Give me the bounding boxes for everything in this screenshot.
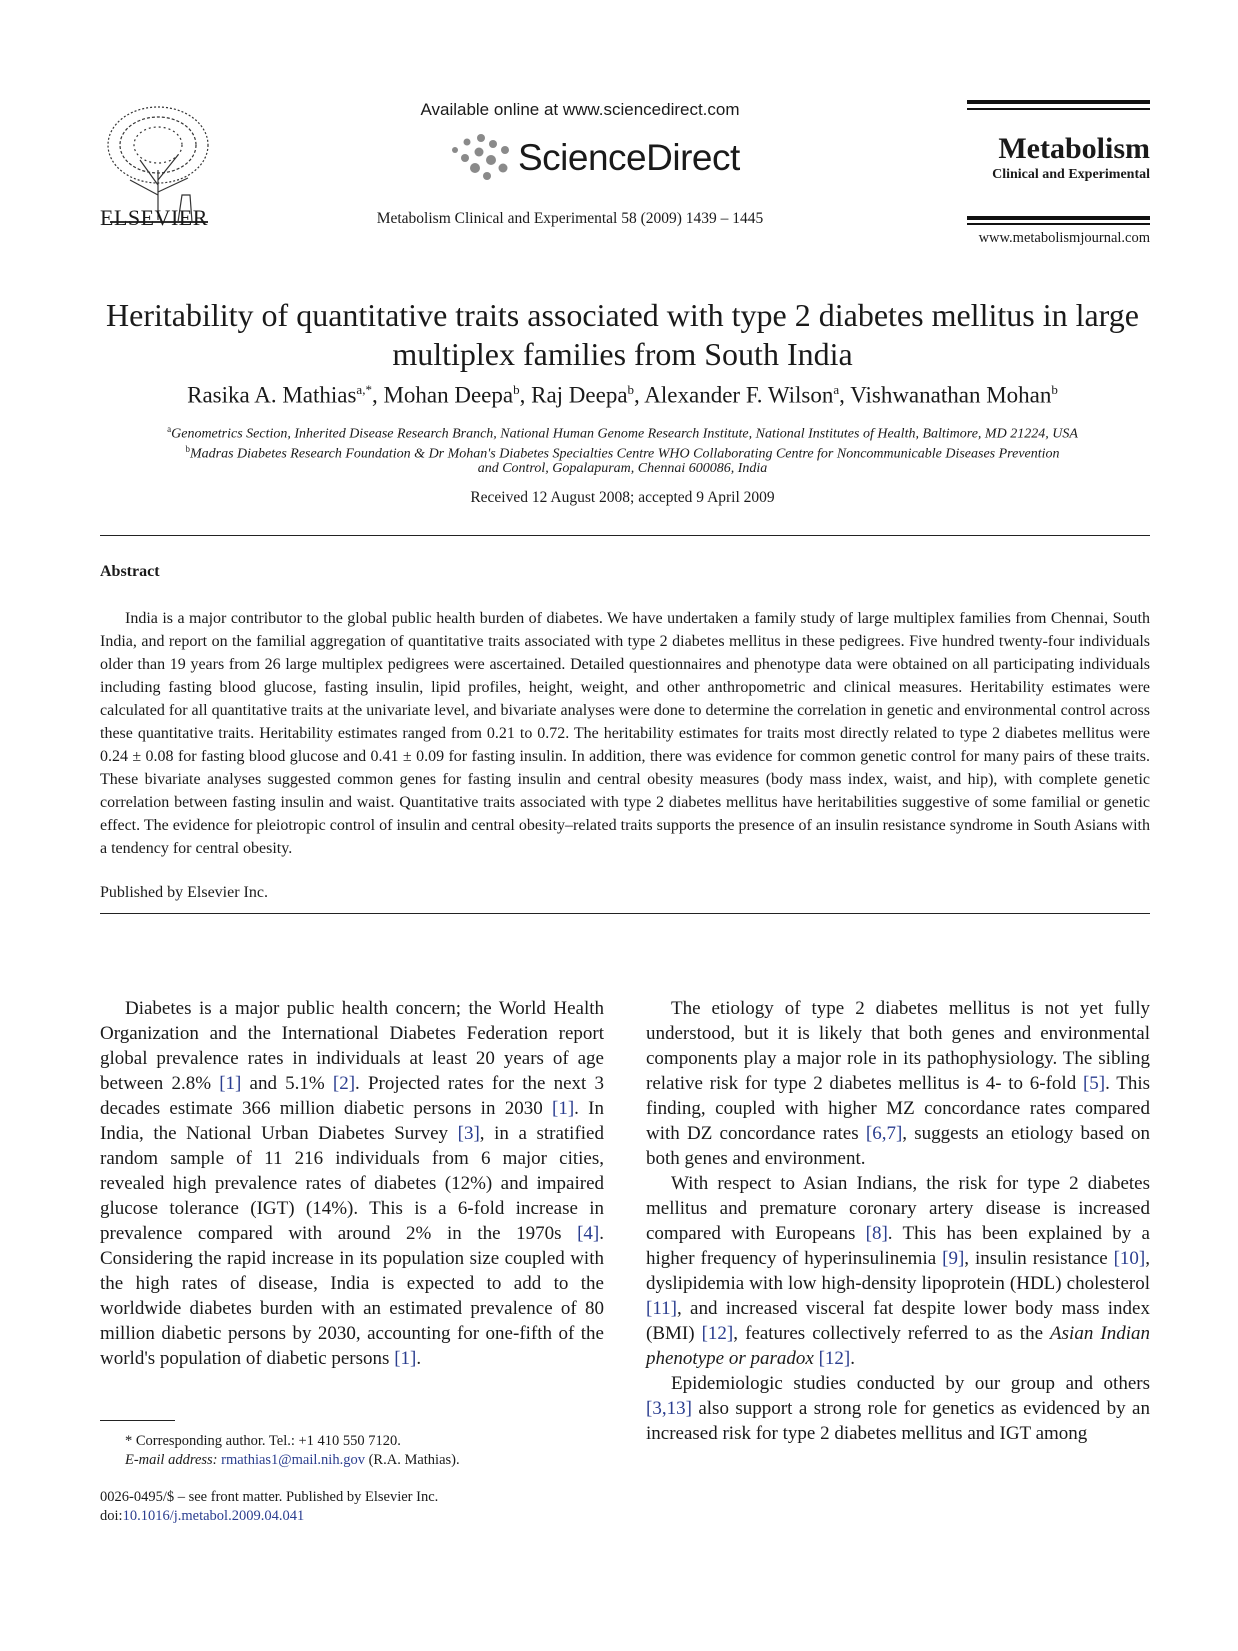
author-affil-mark: a,* xyxy=(356,382,372,397)
sciencedirect-wordmark: ScienceDirect xyxy=(518,137,740,178)
published-by: Published by Elsevier Inc. xyxy=(100,884,268,901)
email-link[interactable]: rmathias1@mail.nih.gov xyxy=(221,1452,365,1468)
author-affil-mark: a xyxy=(833,382,840,397)
citation-link[interactable]: [10] xyxy=(1113,1248,1146,1269)
citation-link[interactable]: [3,13] xyxy=(646,1398,692,1419)
body-paragraph: The etiology of type 2 diabetes mellitus is not yet fully understood, but it is likely that both genes and environmental components play a major role in its pathophysiology. The sibling relative risk for type 2 diabetes mellitus is 4- to 6-fold [5]. This finding, coupled with higher MZ concordance rates compared with DZ concordance rates [6,7], suggests an etiology based on both genes and environment. xyxy=(646,998,1151,1169)
author-name[interactable]: Alexander F. Wilson xyxy=(644,382,834,408)
corresponding-author-note: * Corresponding author. Tel.: +1 410 550 7120. xyxy=(125,1433,401,1449)
author-affil-mark: b xyxy=(1051,382,1058,397)
body-column-right xyxy=(646,996,1150,1446)
footnote-rule xyxy=(100,1420,175,1421)
citation-link[interactable]: [1] xyxy=(394,1348,417,1369)
header-rule xyxy=(967,100,1150,104)
citation-link[interactable]: [12] xyxy=(701,1323,734,1344)
doi-note: doi:10.1016/j.metabol.2009.04.041 xyxy=(100,1508,305,1524)
header-rule xyxy=(967,216,1150,220)
abstract-heading: Abstract xyxy=(100,563,160,580)
author-name[interactable]: Vishwanathan Mohan xyxy=(850,382,1052,408)
author-name[interactable]: Mohan Deepa xyxy=(383,382,514,408)
citation-link[interactable]: [4] xyxy=(577,1223,600,1244)
body-column-left xyxy=(100,996,604,1371)
author-affil-mark: b xyxy=(513,382,520,397)
abstract-body: India is a major contributor to the global public health burden of diabetes. We have undertaken a family study of large multiplex families from Chennai, South India, and report on the familial aggregation of quantitative traits associated with type 2 diabetes mellitus in these pedigrees. Five hundred twenty-four individuals older than 19 years from 26 large multiplex pedigrees were ascertained. Detailed questionnaires and phenotype data were obtained on all participating individuals including fasting blood glucose, fasting insulin, lipid profiles, height, weight, and other anthropometric and clinical measures. Heritability estimates were calculated for all quantitative traits at the univariate level, and bivariate analyses were done to determine the correlation in genetic and environmental control across these quantitative traits. Heritability estimates ranged from 0.21 to 0.72. The heritability estimates for traits most directly related to type 2 diabetes mellitus were 0.24 ± 0.08 for fasting blood glucose and 0.41 ± 0.09 for fasting insulin. In addition, there was evidence for common genetic control for many pairs of these traits. These bivariate analyses suggested common genes for fasting insulin and central obesity measures (body mass index, waist, and hip), with complete genetic correlation between fasting insulin and waist. Quantitative traits associated with type 2 diabetes mellitus have heritabilities suggestive of some familial or genetic effect. The evidence for pleiotropic control of insulin and central obesity–related traits supports the presence of an insulin resistance syndrome in South Asians with a tendency for central obesity. xyxy=(100,610,1150,857)
journal-url[interactable]: www.metabolismjournal.com xyxy=(978,230,1150,246)
author-affil-mark: b xyxy=(627,382,635,397)
header-rule xyxy=(967,108,1150,110)
available-online-text: Available online at www.sciencedirect.com xyxy=(420,100,740,119)
body-paragraph: With respect to Asian Indians, the risk for type 2 diabetes mellitus and premature coronary artery disease is increased compared with Europeans [8]. This has been explained by a higher frequency of hyperinsulinemia [9], insulin resistance [10], dyslipidemia with low high-density lipoprotein (HDL) cholesterol [11], and increased visceral fat despite lower body mass index (BMI) [12], features collectively referred to as the Asian Indian phenotype or paradox [12]. xyxy=(646,1173,1151,1369)
citation-link[interactable]: [1] xyxy=(219,1073,242,1094)
author-list: Rasika A. Mathias$^{a,*}$, Mohan Deepa$^b$, Raj Deepa$^b$, Alexander F. Wilson$^a$, Vishwanathan Mohan$^b$ xyxy=(187,382,1058,408)
citation-link[interactable]: [2] xyxy=(332,1073,356,1094)
issn-note: 0026-0495/$ – see front matter. Published by Elsevier Inc. xyxy=(100,1489,439,1505)
citation-link[interactable]: [1] xyxy=(552,1098,575,1119)
body-paragraph: Diabetes is a major public health concern; the World Health Organization and the International Diabetes Federation report global prevalence rates in individuals at least 20 years of age between 2.8% [1] and 5.1% [2]. Projected rates for the next 3 decades estimate 366 million diabetic persons in 2030 [1]. In India, the National Urban Diabetes Survey [3], in a stratified random sample of 11 216 individuals from 6 major cities, revealed high prevalence rates of diabetes (12%) and impaired glucose tolerance (IGT) (14%). This is a 6-fold increase in prevalence compared with around 2% in the 1970s [4]. Considering the rapid increase in its population size coupled with the high rates of disease, India is expected to add to the worldwide diabetes burden with an estimated prevalence of 80 million diabetic persons by 2030, accounting for one-fifth of the world's population of diabetic persons [1]. xyxy=(100,998,605,1369)
citation-link[interactable]: [3] xyxy=(457,1123,480,1144)
section-divider xyxy=(100,535,1150,536)
citation-link[interactable]: [6,7] xyxy=(865,1123,903,1144)
citation-link[interactable]: [11] xyxy=(646,1298,677,1319)
body-paragraph: Epidemiologic studies conducted by our group and others [3,13] also support a strong role for genetics as evidenced by an increased risk for type 2 diabetes mellitus and IGT among xyxy=(646,1373,1150,1444)
journal-citation: Metabolism Clinical and Experimental 58 (2009) 1439 – 1445 xyxy=(376,210,764,227)
affiliation: $^a$Genometrics Section, Inherited Disease Research Branch, National Human Genome Research Institute, National Institutes of Health, Baltimore, MD 21224, USA xyxy=(167,424,1078,442)
affiliation: $^b$Madras Diabetes Research Foundation & Dr Mohan's Diabetes Specialties Centre WHO Collaborating Centre for Noncommunicable Diseases Prevention xyxy=(185,444,1060,462)
section-divider xyxy=(100,913,1150,914)
affiliation: and Control, Gopalapuram, Chennai 600086, India xyxy=(477,461,768,476)
citation-link[interactable]: [8] xyxy=(865,1223,888,1244)
article-title: Heritability of quantitative traits associated with type 2 diabetes mellitus in large multiplex families from South India xyxy=(106,297,1139,372)
author-name[interactable]: Rasika A. Mathias xyxy=(187,382,357,408)
journal-name: Metabolism xyxy=(998,132,1150,165)
received-dates: Received 12 August 2008; accepted 9 April 2009 xyxy=(470,489,775,506)
journal-subtitle: Clinical and Experimental xyxy=(992,167,1150,182)
citation-link[interactable]: [12] xyxy=(818,1348,851,1369)
email-note: E-mail address: rmathias1@mail.nih.gov (R.A. Mathias). xyxy=(125,1452,460,1468)
header-rule xyxy=(967,223,1150,225)
author-name[interactable]: Raj Deepa xyxy=(531,382,628,408)
publisher-name: ELSEVIER xyxy=(100,205,208,230)
citation-link[interactable]: [9] xyxy=(942,1248,965,1269)
citation-link[interactable]: [5] xyxy=(1082,1073,1106,1094)
doi-link[interactable]: 10.1016/j.metabol.2009.04.041 xyxy=(122,1508,305,1524)
